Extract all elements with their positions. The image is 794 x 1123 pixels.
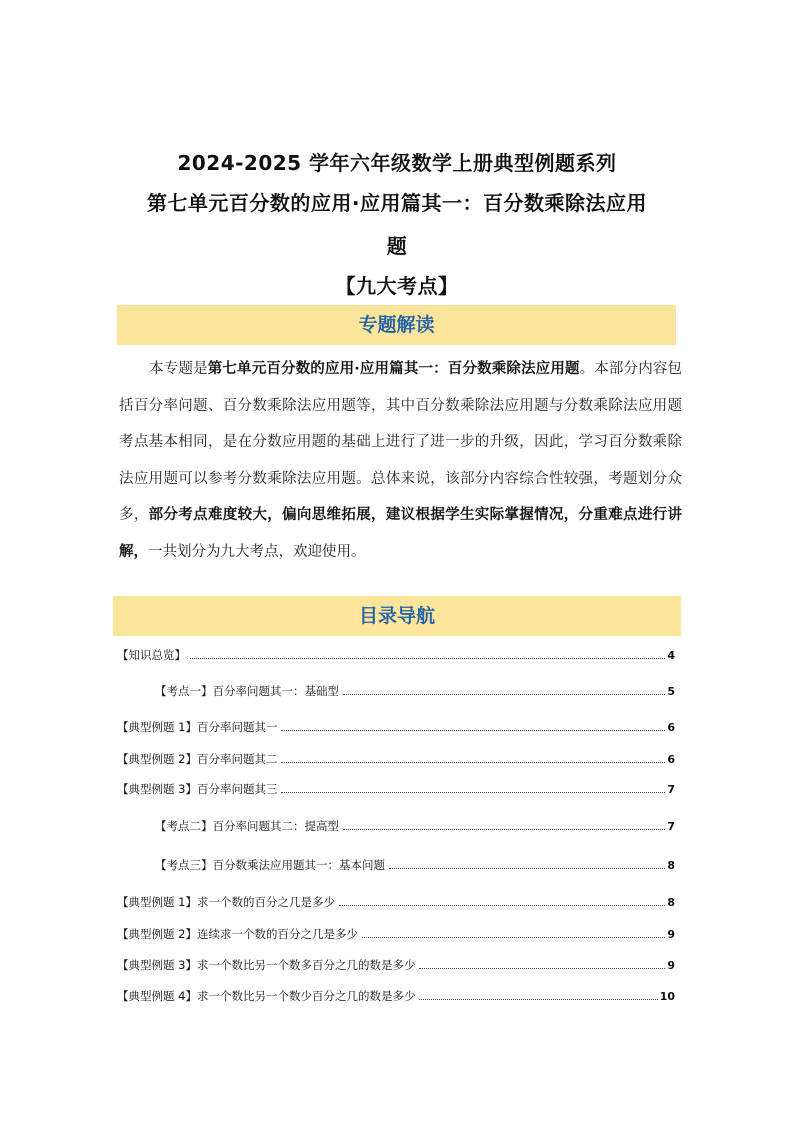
toc-leader: [281, 729, 665, 731]
toc-entry[interactable]: [155, 683, 675, 699]
toc-entry-label: 【典型例题 1】求一个数的百分之几是多少: [117, 895, 335, 909]
toc-entry-page: 4: [667, 649, 675, 662]
toc-entry-page: 8: [667, 896, 675, 909]
toc-entry-page: 10: [659, 990, 675, 1003]
toc-leader: [419, 967, 665, 969]
toc-entry-label: 【典型例题 3】百分率问题其三: [117, 782, 278, 796]
toc-leader: [362, 936, 665, 938]
toc-entry[interactable]: [117, 647, 675, 663]
section-heading-intro: 专题解读: [117, 305, 676, 345]
toc-entry-label: 【知识总览】: [117, 648, 186, 662]
toc-entry-page: 7: [667, 783, 675, 796]
toc-leader: [281, 791, 665, 793]
toc-entry-page: 5: [667, 685, 675, 698]
toc-entry-label: 【典型例题 3】求一个数比另一个数多百分之几的数是多少: [117, 958, 416, 972]
toc-entry-label: 【典型例题 1】百分率问题其一: [117, 720, 278, 734]
document-title-line1: 2024-2025 学年六年级数学上册典型例题系列: [177, 151, 617, 175]
toc-leader: [339, 904, 665, 906]
toc-leader: [419, 998, 657, 1000]
section-heading-toc: 目录导航: [113, 596, 681, 636]
toc-entry-label: 【典型例题 2】连续求一个数的百分之几是多少: [117, 927, 358, 941]
toc-entry-label: 【典型例题 2】百分率问题其二: [117, 752, 278, 766]
toc-entry-label: 【考点二】百分率问题其二：提高型: [155, 819, 339, 833]
toc-entry-label: 【考点三】百分数乘法应用题其一：基本问题: [155, 858, 385, 872]
toc-leader: [389, 867, 665, 869]
toc-entry-page: 8: [667, 859, 675, 872]
toc-entry-label: 【典型例题 4】求一个数比另一个数少百分之几的数是多少: [117, 989, 416, 1003]
toc-entry[interactable]: [155, 857, 675, 873]
toc-entry-page: 9: [667, 959, 675, 972]
toc-entry-page: 6: [667, 753, 675, 766]
intro-text-bold1: 第七单元百分数的应用·应用篇其一：百分数乘除法应用题: [207, 361, 580, 377]
document-title-line3: 题: [386, 234, 408, 258]
document-title-line2: 第七单元百分数的应用·应用篇其一：百分数乘除法应用: [146, 191, 648, 215]
intro-text-bold2: 部分考点难度较大，偏向思维拓展，建议根据学生实际掌握情况，分重难点进行讲解，: [119, 507, 683, 560]
toc-entry-page: 6: [667, 721, 675, 734]
toc-leader: [190, 657, 665, 659]
toc-entry[interactable]: [117, 751, 675, 767]
toc-entry-label: 【考点一】百分率问题其一：基础型: [155, 684, 339, 698]
toc-entry[interactable]: [117, 926, 675, 942]
toc-entry[interactable]: [117, 894, 675, 910]
toc-entry[interactable]: [117, 988, 675, 1004]
toc-entry-page: 9: [667, 928, 675, 941]
toc-entry-page: 7: [667, 820, 675, 833]
toc-leader: [281, 761, 665, 763]
toc-entry[interactable]: [117, 957, 675, 973]
document-subtitle: 【九大考点】: [335, 274, 459, 298]
toc-entry[interactable]: [155, 818, 675, 834]
intro-text-mid: 。本部分内容包括百分率问题、百分数乘除法应用题等，其中百分数乘除法应用题与分数乘除法应用题考点基本相同，是在分数应用题的基础上进行了进一步的升级，因此，学习百分数乘除法应用题可以参考分数乘除法应用题。总体来说，该部分内容综合性较强，考题划分众多，: [119, 361, 683, 523]
intro-paragraph: [119, 351, 682, 570]
intro-text-start: 本专题是: [149, 361, 208, 377]
intro-text-end: 一共划分为九大考点，欢迎使用。: [148, 543, 366, 560]
toc-leader: [343, 828, 665, 830]
toc-entry[interactable]: [117, 719, 675, 735]
toc-entry[interactable]: [117, 781, 675, 797]
toc-leader: [343, 693, 665, 695]
